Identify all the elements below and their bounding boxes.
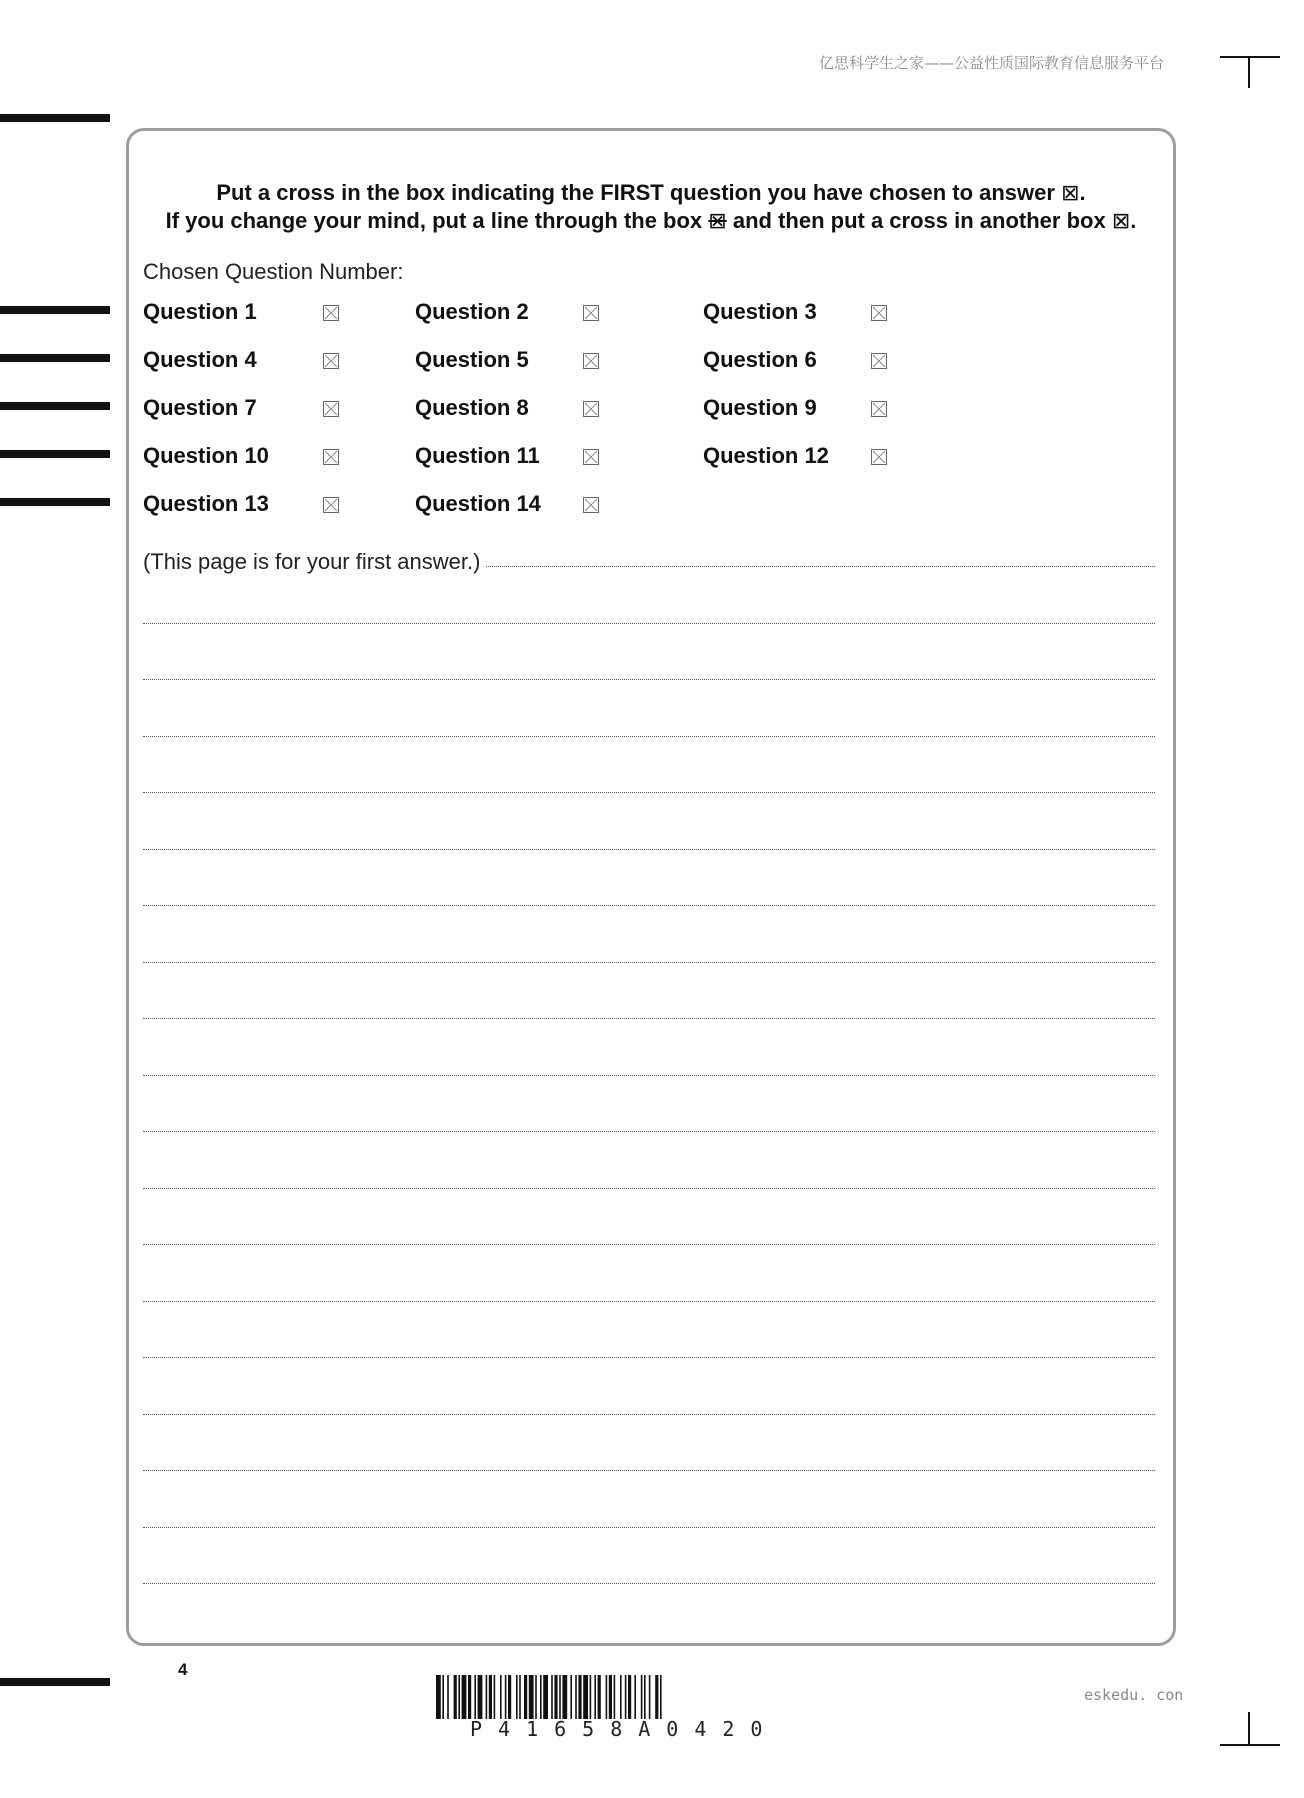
- question-checkbox[interactable]: [583, 353, 599, 369]
- instructions: [129, 179, 1173, 235]
- barcode-bar: [609, 1675, 612, 1719]
- answer-line[interactable]: [143, 905, 1155, 906]
- answer-line[interactable]: [143, 1414, 1155, 1415]
- registration-bar: [0, 114, 110, 122]
- question-label: Question 9: [703, 395, 817, 420]
- answer-box: [126, 128, 1176, 1646]
- barcode-bar: [559, 1675, 561, 1719]
- struck-box-icon: ⊠: [708, 208, 727, 233]
- barcode-bar: [598, 1675, 601, 1719]
- barcode-bar: [578, 1675, 581, 1719]
- barcode-bar: [442, 1675, 444, 1719]
- question-label: Question 7: [143, 395, 257, 420]
- cross-icon: [584, 498, 598, 512]
- question-label: Question 6: [703, 347, 817, 372]
- crop-mark-top-horizontal: [1220, 56, 1280, 58]
- barcode-bar: [644, 1675, 646, 1719]
- barcode-bar: [447, 1675, 449, 1719]
- barcode-bar: [583, 1675, 588, 1719]
- question-checkbox[interactable]: [583, 497, 599, 513]
- question-label: Question 2: [415, 299, 529, 324]
- cross-icon: [584, 306, 598, 320]
- question-checkbox[interactable]: [871, 401, 887, 417]
- answer-line[interactable]: [143, 1301, 1155, 1302]
- cross-icon: [872, 450, 886, 464]
- barcode-bar: [500, 1675, 502, 1719]
- question-label: Question 8: [415, 395, 529, 420]
- barcode-bar: [529, 1675, 534, 1719]
- answer-line[interactable]: [143, 1075, 1155, 1076]
- cross-icon: [324, 306, 338, 320]
- answer-line[interactable]: [143, 962, 1155, 963]
- question-checkbox[interactable]: [871, 449, 887, 465]
- answer-line[interactable]: [143, 1188, 1155, 1189]
- barcode-bar: [575, 1675, 577, 1719]
- question-checkbox[interactable]: [583, 305, 599, 321]
- barcode-bar: [535, 1675, 537, 1719]
- barcode-bar: [462, 1675, 467, 1719]
- barcode-bar: [516, 1675, 518, 1719]
- answer-line[interactable]: [143, 1018, 1155, 1019]
- answer-line[interactable]: [143, 736, 1155, 737]
- question-checkbox[interactable]: [871, 305, 887, 321]
- instruction-period: .: [1079, 180, 1086, 205]
- instruction-text-2b: and then put a cross in another box: [732, 208, 1106, 233]
- registration-bar: [0, 306, 110, 314]
- barcode-bar: [494, 1675, 496, 1719]
- question-checkbox[interactable]: [871, 353, 887, 369]
- barcode-bar: [649, 1675, 651, 1719]
- question-label: Question 1: [143, 299, 257, 324]
- answer-line[interactable]: [143, 1470, 1155, 1471]
- barcode-bar: [508, 1675, 511, 1719]
- answer-line[interactable]: [143, 1583, 1155, 1584]
- registration-bar: [0, 498, 110, 506]
- question-label: Question 10: [143, 443, 269, 468]
- barcode-bar: [554, 1675, 557, 1719]
- question-label: Question 12: [703, 443, 829, 468]
- instruction-line-2: [129, 207, 1173, 235]
- question-label: Question 4: [143, 347, 257, 372]
- cross-icon: [324, 402, 338, 416]
- cross-icon: [324, 450, 338, 464]
- barcode-bar: [519, 1675, 521, 1719]
- registration-bar: [0, 450, 110, 458]
- header-watermark: 亿思科学生之家——公益性质国际教育信息服务平台: [818, 54, 1164, 72]
- barcode-bar: [634, 1675, 636, 1719]
- cross-icon: [324, 354, 338, 368]
- answer-line[interactable]: [143, 792, 1155, 793]
- answer-line[interactable]: [143, 623, 1155, 624]
- cross-icon: [584, 354, 598, 368]
- chosen-question-label: Chosen Question Number:: [143, 259, 404, 284]
- barcode-bar: [620, 1675, 622, 1719]
- crossed-box-icon: ⊠: [1111, 208, 1131, 233]
- barcode-bar: [551, 1675, 553, 1719]
- question-checkbox[interactable]: [583, 449, 599, 465]
- cross-icon: [872, 306, 886, 320]
- barcode-bar: [505, 1675, 507, 1719]
- question-checkbox[interactable]: [323, 497, 339, 513]
- crop-mark-bottom-horizontal: [1220, 1744, 1280, 1746]
- answer-line[interactable]: [143, 1244, 1155, 1245]
- barcode-bar: [486, 1675, 488, 1719]
- barcode-bar: [628, 1675, 631, 1719]
- barcode-bar: [474, 1675, 476, 1719]
- barcode-bar: [641, 1675, 643, 1719]
- first-answer-note: (This page is for your first answer.): [143, 549, 486, 575]
- answer-line[interactable]: [143, 1357, 1155, 1358]
- answer-line[interactable]: [143, 679, 1155, 680]
- question-label: Question 14: [415, 491, 541, 516]
- barcode-bar: [478, 1675, 483, 1719]
- question-label: Question 13: [143, 491, 269, 516]
- barcode-bar: [594, 1675, 596, 1719]
- barcode-bar: [660, 1675, 662, 1719]
- barcode-bar: [543, 1675, 548, 1719]
- answer-line[interactable]: [143, 849, 1155, 850]
- barcode-bar: [524, 1675, 527, 1719]
- barcode-bar: [489, 1675, 492, 1719]
- instruction-line-1: [129, 179, 1173, 207]
- barcode: [436, 1675, 868, 1719]
- question-checkbox[interactable]: [583, 401, 599, 417]
- instruction-period: .: [1130, 208, 1137, 233]
- barcode-bar: [655, 1675, 658, 1719]
- question-checkbox[interactable]: [323, 401, 339, 417]
- question-label: Question 5: [415, 347, 529, 372]
- answer-line[interactable]: [143, 1527, 1155, 1528]
- instruction-text-1: Put a cross in the box indicating the FIRST question you have chosen to answer: [216, 180, 1055, 205]
- registration-bar: [0, 354, 110, 362]
- barcode-bar: [468, 1675, 471, 1719]
- barcode-bar: [606, 1675, 608, 1719]
- barcode-bar: [614, 1675, 616, 1719]
- registration-bar: [0, 1678, 110, 1686]
- answer-line[interactable]: [143, 1131, 1155, 1132]
- barcode-bar: [562, 1675, 567, 1719]
- barcode-bar: [570, 1675, 572, 1719]
- page-number: 4: [178, 1660, 188, 1679]
- cross-icon: [872, 402, 886, 416]
- barcode-bar: [540, 1675, 542, 1719]
- barcode-bar: [436, 1675, 441, 1719]
- cross-icon: [584, 450, 598, 464]
- question-label: Question 3: [703, 299, 817, 324]
- question-checkbox[interactable]: [323, 449, 339, 465]
- crop-mark-top-vertical: [1248, 56, 1250, 88]
- question-checkbox[interactable]: [323, 353, 339, 369]
- question-label: Question 11: [415, 443, 540, 468]
- barcode-bar: [454, 1675, 457, 1719]
- barcode-text: P41658A0420: [470, 1717, 779, 1741]
- footer-site: eskedu. con: [1084, 1686, 1184, 1704]
- barcode-bar: [590, 1675, 592, 1719]
- instruction-text-2a: If you change your mind, put a line through the box: [165, 208, 703, 233]
- cross-icon: [872, 354, 886, 368]
- crossed-box-icon: ⊠: [1061, 180, 1080, 205]
- crop-mark-bottom-vertical: [1248, 1712, 1250, 1744]
- barcode-bar: [625, 1675, 627, 1719]
- cross-icon: [584, 402, 598, 416]
- barcode-bar: [458, 1675, 460, 1719]
- registration-bar: [0, 402, 110, 410]
- cross-icon: [324, 498, 338, 512]
- question-checkbox[interactable]: [323, 305, 339, 321]
